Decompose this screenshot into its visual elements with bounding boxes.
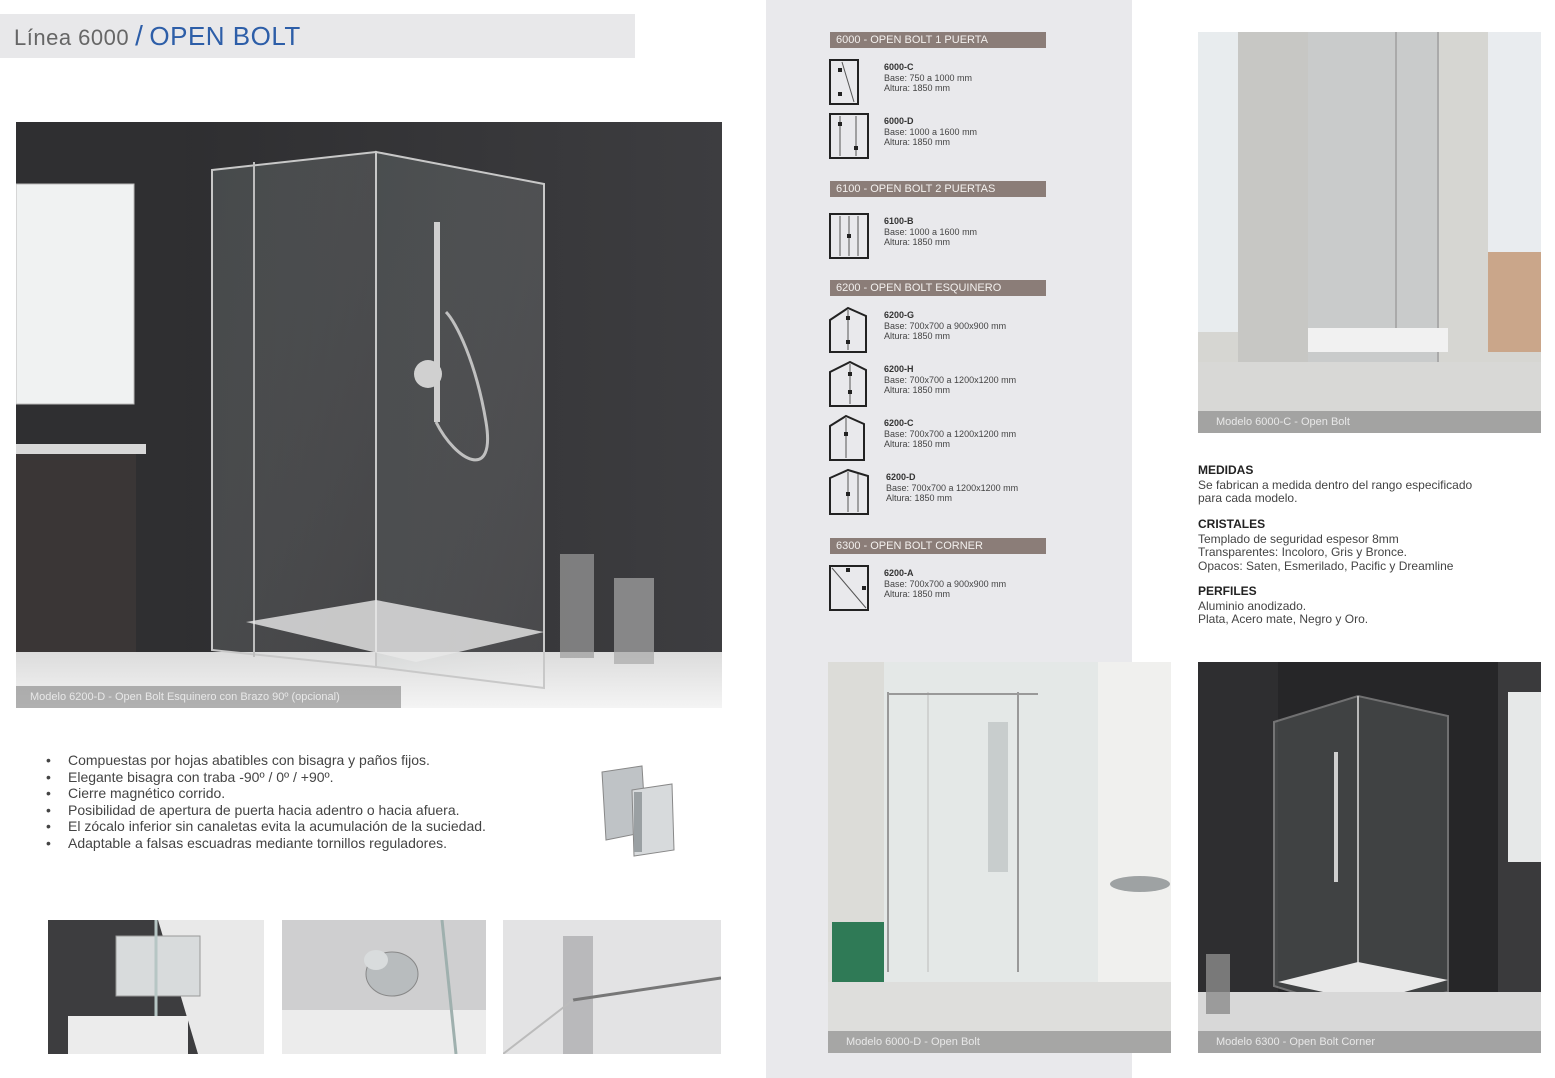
- spec-title: MEDIDAS: [1198, 463, 1254, 477]
- feature-item: • Elegante bisagra con traba -90º / 0º / +90º.: [46, 769, 486, 786]
- spec-title: PERFILES: [1198, 584, 1257, 598]
- model-code: 6000-D: [884, 116, 914, 126]
- model-6100-b: [828, 212, 1058, 262]
- top-right-caption: Modelo 6000-C - Open Bolt: [1198, 411, 1541, 433]
- floorplan-icon: [828, 58, 870, 106]
- floorplan-icon: [828, 306, 870, 354]
- floorplan-icon: [828, 112, 870, 160]
- model-base: Base: 1000 a 1600 mm: [884, 226, 978, 237]
- feature-item: • Posibilidad de apertura de puerta hacia adentro o hacia afuera.: [46, 802, 486, 819]
- model-code: 6000-C: [884, 62, 914, 72]
- line-label: Línea 6000: [14, 25, 130, 50]
- model-6000-c: [828, 58, 1058, 108]
- feature-item: • Cierre magnético corrido.: [46, 785, 486, 802]
- model-code: 6100-B: [884, 216, 914, 226]
- model-height: Altura: 1850 mm: [884, 331, 951, 341]
- model-height: Altura: 1850 mm: [886, 493, 953, 503]
- spec-line: para cada modelo.: [1198, 491, 1298, 505]
- feature-item: • Adaptable a falsas escuadras mediante tornillos reguladores.: [46, 835, 486, 852]
- model-base: Base: 700x700 a 1200x1200 mm: [884, 428, 1017, 439]
- model-base: Base: 700x700 a 900x900 mm: [884, 320, 1007, 331]
- model-6300-photo: [1198, 662, 1541, 1053]
- section-6100-title: 6100 - OPEN BOLT 2 PUERTAS: [830, 181, 1046, 197]
- main-photo-caption: Modelo 6200-D - Open Bolt Esquinero con Brazo 90º (opcional): [16, 686, 401, 708]
- model-height: Altura: 1850 mm: [884, 589, 951, 599]
- model-base: Base: 750 a 1000 mm: [884, 72, 973, 83]
- spec-line: Plata, Acero mate, Negro y Oro.: [1198, 612, 1369, 626]
- spec-line: Transparentes: Incoloro, Gris y Bronce.: [1198, 545, 1407, 559]
- floorplan-icon: [828, 212, 870, 260]
- page-title: [14, 20, 301, 52]
- bottom-mid-caption: Modelo 6000-D - Open Bolt: [828, 1031, 1171, 1053]
- section-6000-title: 6000 - OPEN BOLT 1 PUERTA: [830, 32, 1046, 48]
- model-height: Altura: 1850 mm: [884, 83, 951, 93]
- features-list: [46, 752, 486, 851]
- spec-cristales: [1198, 518, 1453, 573]
- bottom-right-caption: Modelo 6300 - Open Bolt Corner: [1198, 1031, 1541, 1053]
- floorplan-icon: [828, 414, 870, 462]
- model-base: Base: 700x700 a 1200x1200 mm: [886, 482, 1019, 493]
- model-6200-c: [828, 414, 1058, 464]
- model-height: Altura: 1850 mm: [884, 137, 951, 147]
- model-height: Altura: 1850 mm: [884, 237, 951, 247]
- spec-perfiles: [1198, 585, 1368, 627]
- section-6200-title: 6200 - OPEN BOLT ESQUINERO: [830, 280, 1046, 296]
- model-base: Base: 700x700 a 1200x1200 mm: [884, 374, 1017, 385]
- spec-medidas: [1198, 464, 1472, 506]
- model-6200-d: [828, 468, 1058, 518]
- main-shower-photo: [16, 122, 722, 708]
- model-code: 6200-H: [884, 364, 914, 374]
- section-6300-title: 6300 - OPEN BOLT CORNER: [830, 538, 1046, 554]
- model-base: Base: 1000 a 1600 mm: [884, 126, 978, 137]
- floorplan-icon: [828, 360, 870, 408]
- feature-item: • Compuestas por hojas abatibles con bisagra y paños fijos.: [46, 752, 486, 769]
- model-code: 6200-G: [884, 310, 915, 320]
- feature-item: • El zócalo inferior sin canaletas evita la acumulación de la suciedad.: [46, 818, 486, 835]
- model-height: Altura: 1850 mm: [884, 439, 951, 449]
- model-6000-d-photo: [828, 662, 1171, 1053]
- model-6200-h: [828, 360, 1058, 410]
- floorplan-icon: [828, 468, 870, 516]
- model-base: Base: 700x700 a 900x900 mm: [884, 578, 1007, 589]
- detail-brace-photo: [503, 920, 721, 1054]
- model-code: 6200-A: [884, 568, 914, 578]
- shower-enclosure-illustration: [16, 122, 722, 708]
- brand-name: OPEN BOLT: [149, 21, 301, 51]
- spec-line: Templado de seguridad espesor 8mm: [1198, 531, 1399, 546]
- model-height: Altura: 1850 mm: [884, 385, 951, 395]
- model-code: 6200-D: [886, 472, 916, 482]
- spec-line: Aluminio anodizado.: [1198, 598, 1307, 613]
- spec-line: Se fabrican a medida dentro del rango especificado: [1198, 477, 1473, 492]
- model-6000-d: [828, 112, 1058, 162]
- model-code: 6200-C: [884, 418, 914, 428]
- spec-line: Opacos: Saten, Esmerilado, Pacific y Dreamline: [1198, 558, 1454, 573]
- hinge-product-image: [594, 762, 678, 858]
- spec-title: CRISTALES: [1198, 517, 1266, 531]
- floorplan-icon: [828, 564, 870, 612]
- model-6200-a: [828, 564, 1058, 614]
- model-6000-c-photo: [1198, 32, 1541, 433]
- title-slash: /: [135, 20, 144, 51]
- detail-hinge-photo: [48, 920, 264, 1054]
- detail-knob-photo: [282, 920, 486, 1054]
- model-6200-g: [828, 306, 1058, 356]
